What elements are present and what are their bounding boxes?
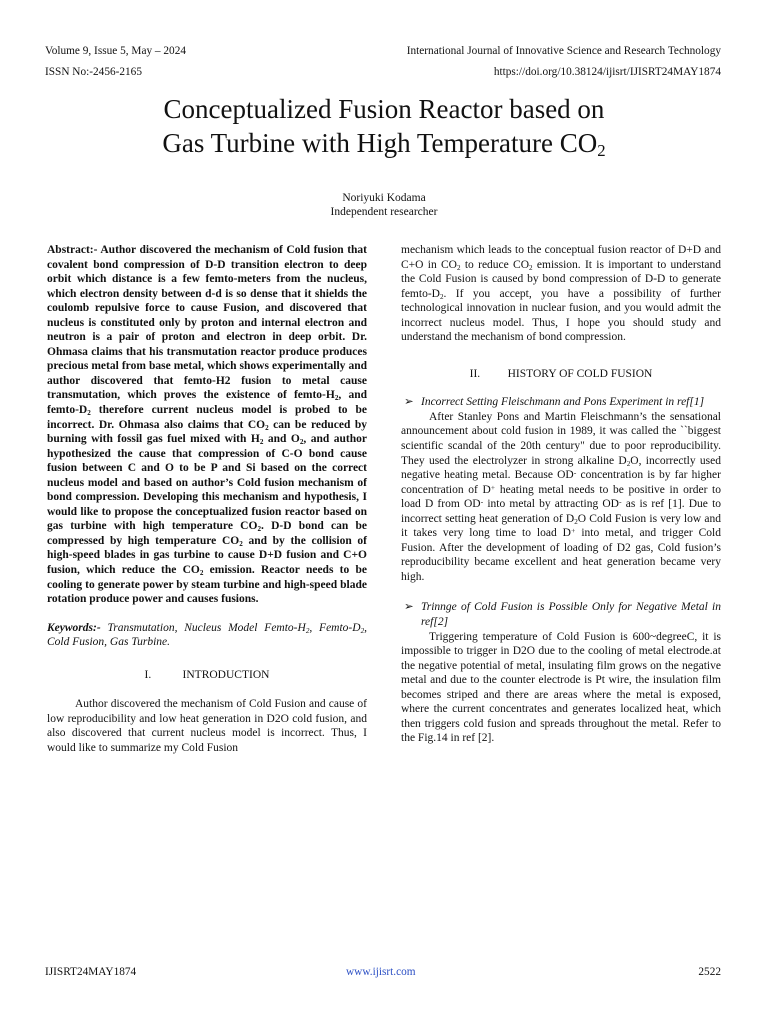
abstract: Abstract:- Author discovered the mechanism of Cold fusion that covalent bond compression of D-D transition electron to deep orbit which distance is a few femto-meters from the nucleus, which electron density between d-d is so dense that it shields the coulomb repulsive force to cause Fusion, and discovered that nucleus is constituted only by proton and internal electron and neutron is a pair of proton and electron in deep orbit. Dr. Ohmasa claims that his transmutation reactor produce produces precious metal from base metal, which shows experimentally and author discovered that femto-H2 fusion to metal cause transmutation, which proves the existence of femto-$H_2$, and femto-$D_2$ therefore current nucleus model is probed to be incorrect. Dr. Ohmasa also claims that $CO_2$ can be reduced by burning with fossil gas fuel mixed with $H_2$ and $O_2$, and author hypothesized the cause that compression of C-O bond cause fusion between C and O to be P and Si based on the correct nucleus model and based on author’s Cold fusion mechanism of bond compression. Developing this mechanism and hypothesis, I would like to propose the conceptualized fusion reactor based on gas turbine with high temperature $CO_2$. D-D bond can be compressed by high temperature $CO_2$ and by the collision of high-speed blades in gas turbine to cause D+D fusion and C+O fusion, which reduce the $CO_2$ emission. Reactor needs to be cooling to generate power by steam turbine and high-speed blade rotation produce power and causes fusions.: [47, 244, 368, 606]
arrow-bullet-icon: ➢: [404, 396, 414, 409]
section-heading-introduction: I. INTRODUCTION: [144, 668, 270, 681]
header-doi-link[interactable]: https://doi.org/10.38124/ijisrt/IJISRT24MAY1874: [493, 66, 721, 78]
subsection-1-paragraph: After Stanley Pons and Martin Fleischmann’s the sensational announcement about cold fusion in 1989, it was called the ``biggest scientific scandal of the 20th century" due to poor reproducibility. They used the electrolyzer in strong alkaline $D_2O$, incorrectly used negative heating metal. Because OD- concentration is by far higher concentration of D+ heating metal needs to be positive in order to load D from OD- into metal by attracting OD- as is ref [1]. Due to incorrect setting heat generation of $D_2O$ Cold Fusion is very low and it takes very long time to load D+ into metal, and trigger Cold Fusion. After the development of loading of D2 gas, Cold fusion’s reproducibility became excellent and heat generation became very high.: [401, 410, 722, 583]
subsection-heading-1: ➢ Incorrect Setting Fleischmann and Pons Experiment in ref[1]: [404, 396, 705, 409]
header-issn: ISSN No:-2456-2165: [45, 66, 142, 78]
right-column: [401, 243, 721, 746]
subsection-heading-2: ➢ Trinnge of Cold Fusion is Possible Only for Negative Metal in ref[2]: [404, 601, 721, 629]
footer-page-number: 2522: [698, 966, 721, 978]
author-block: [0, 191, 768, 219]
header-journal: International Journal of Innovative Science and Research Technology: [406, 45, 721, 57]
author-affiliation: Independent researcher: [330, 206, 438, 218]
keywords: Keywords:- Transmutation, Nucleus Model Femto-$H_2$, Femto-$D_2$, Cold Fusion, Gas Turbine.: [47, 621, 368, 649]
header-volume: Volume 9, Issue 5, May – 2024: [45, 45, 186, 57]
keywords-label: Keywords:-: [47, 621, 101, 634]
subsection-2-paragraph: Triggering temperature of Cold Fusion is 600~degreeC, it is impossible to trigger in D2O due to the cooling of metal electrode.at the negative potential of metal, insulating film grows on the negative metal and due to the counter electrode is Pt wire, the insulation film becomes striped and there are areas where the metal is exposed, where the current concentrates and generates localized heat, which then triggers cold fusion and spreads throughout the metal. Refer to the Fig.14 in ref [2].: [401, 630, 721, 745]
author-name: Noriyuki Kodama: [342, 192, 426, 204]
footer-paper-id: IJISRT24MAY1874: [45, 966, 137, 978]
left-column: [47, 243, 367, 756]
paper-title: [0, 92, 768, 160]
section-heading-history: II. HISTORY OF COLD FUSION: [469, 367, 653, 380]
arrow-bullet-icon: ➢: [404, 601, 414, 614]
title-line-1: Conceptualized Fusion Reactor based on: [163, 94, 605, 124]
title-line-2: Gas Turbine with High Temperature $CO_2$: [162, 128, 606, 161]
footer-website-link[interactable]: www.ijisrt.com: [346, 966, 416, 978]
introduction-paragraph-continued: mechanism which leads to the conceptual fusion reactor of D+D and C+O in $CO_2$ to reduce $CO_2$ emission. It is important to understand the Cold Fusion is caused by bond compression of D-D to generate femto-$D_2$. If you accept, you have a possibility of further technological innovation in nuclear fusion, and you would admit the incorrect nucleus model. Thus, I hope you should study and understand the mechanism of bond compression.: [401, 244, 722, 344]
introduction-paragraph: Author discovered the mechanism of Cold Fusion and cause of low reproducibility and low heat generation in D2O cold fusion, and also discovered that current nucleus model is incorrect. Thus, I would like to summarize my Cold Fusion: [47, 698, 367, 754]
abstract-label: Abstract:-: [47, 244, 98, 256]
